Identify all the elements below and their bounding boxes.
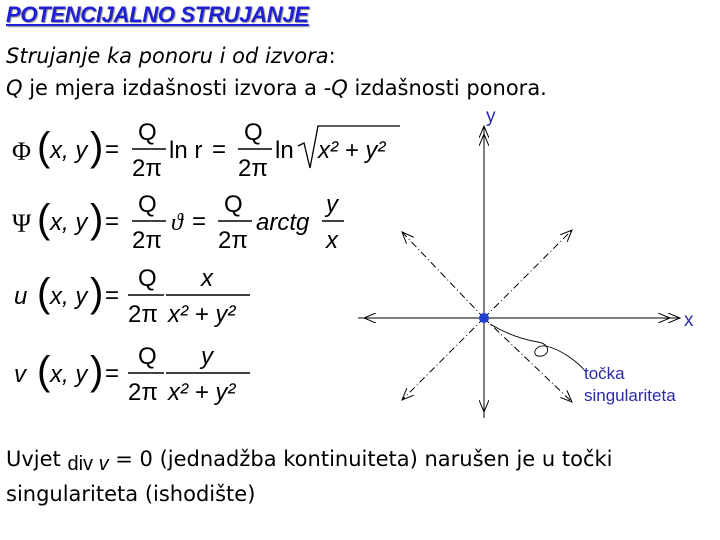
u-paren-close: ) [90, 271, 104, 315]
intro-text [6, 40, 547, 104]
u-num-2: x [201, 265, 213, 292]
v-equals: = [105, 360, 120, 387]
v-vector: v [98, 453, 109, 475]
phi-den: 2π [132, 155, 162, 182]
conclusion-line-2: singulariteta (ishodište) [6, 482, 256, 506]
singularity-dot [479, 313, 489, 323]
v-den: 2π [128, 379, 158, 406]
psi-symbol: Ψ [12, 209, 32, 238]
phi-equals: = [105, 136, 120, 163]
div-operator [67, 453, 108, 475]
phi-symbol: Φ [12, 137, 32, 166]
div-word: div [67, 453, 94, 475]
u-den: 2π [128, 301, 158, 328]
psi-den-2: 2π [218, 227, 248, 254]
singularity-label-2: singulariteta [584, 386, 676, 405]
psi-frac-x: x [326, 227, 338, 254]
psi-equals: = [105, 208, 120, 235]
psi-paren-open: ( [37, 197, 51, 241]
q-symbol-2: Q [331, 76, 348, 100]
intro-line-1-text: Strujanje ka ponoru i od izvora [6, 44, 329, 68]
conclusion-prefix: Uvjet [6, 447, 68, 471]
phi-sqrt-expr: x² + y² [318, 137, 386, 164]
formulas [0, 112, 400, 412]
u-den-2: x² + y² [168, 301, 236, 328]
formula-u [14, 265, 250, 328]
psi-arctg: arctg [256, 209, 310, 236]
slide-title: POTENCIJALNO STRUJANJE [6, 2, 309, 27]
phi-paren-close: ) [90, 125, 104, 169]
phi-ln: ln [275, 137, 294, 164]
conclusion-suffix: = 0 (jednadžba kontinuiteta) narušen je u točki [108, 447, 613, 471]
v-num-2: y [201, 343, 213, 370]
v-args: x, y [50, 361, 88, 388]
source-flow-diagram [350, 100, 710, 440]
intro-line-2-text-b: izdašnosti ponora. [347, 76, 547, 100]
psi-frac-y: y [326, 191, 338, 218]
intro-colon: : [328, 44, 336, 68]
ray-down-left [402, 318, 484, 400]
ray-up-left [402, 232, 484, 318]
phi-equals-2: = [212, 136, 227, 163]
phi-ln-r: ln r [169, 137, 203, 164]
v-symbol: v [14, 361, 26, 388]
phi-num-2: Q [244, 119, 263, 146]
v-den-2: x² + y² [168, 379, 236, 406]
conclusion-line-1 [6, 442, 613, 477]
ray-down-right [484, 318, 572, 402]
psi-paren-close: ) [90, 197, 104, 241]
v-paren-open: ( [37, 349, 51, 393]
u-num: Q [138, 265, 157, 292]
psi-equals-2: = [192, 208, 207, 235]
psi-args: x, y [50, 209, 88, 236]
u-equals: = [105, 282, 120, 309]
psi-num-2: Q [224, 191, 243, 218]
q-symbol-1: Q [6, 76, 23, 100]
u-args: x, y [50, 283, 88, 310]
psi-theta: ϑ [171, 210, 183, 236]
psi-num: Q [138, 191, 157, 218]
u-paren-open: ( [37, 271, 51, 315]
y-axis-label: y [486, 106, 496, 127]
formula-phi [12, 119, 400, 182]
intro-line-1 [6, 40, 547, 72]
u-symbol: u [14, 283, 28, 310]
ray-up-right [484, 230, 572, 318]
psi-den: 2π [132, 227, 162, 254]
formula-v [14, 343, 250, 406]
phi-args: x, y [50, 137, 88, 164]
formula-psi [12, 191, 344, 254]
x-axis-label: x [684, 310, 694, 331]
phi-num: Q [138, 119, 157, 146]
v-num: Q [138, 343, 157, 370]
singularity-label-1: točka [584, 364, 625, 383]
v-paren-close: ) [90, 349, 104, 393]
conclusion-text [6, 442, 613, 511]
phi-den-2: 2π [238, 155, 268, 182]
intro-line-2-text-a: je mjera izdašnosti izvora a - [22, 76, 332, 100]
pointer-line [490, 324, 586, 372]
phi-paren-open: ( [37, 125, 51, 169]
